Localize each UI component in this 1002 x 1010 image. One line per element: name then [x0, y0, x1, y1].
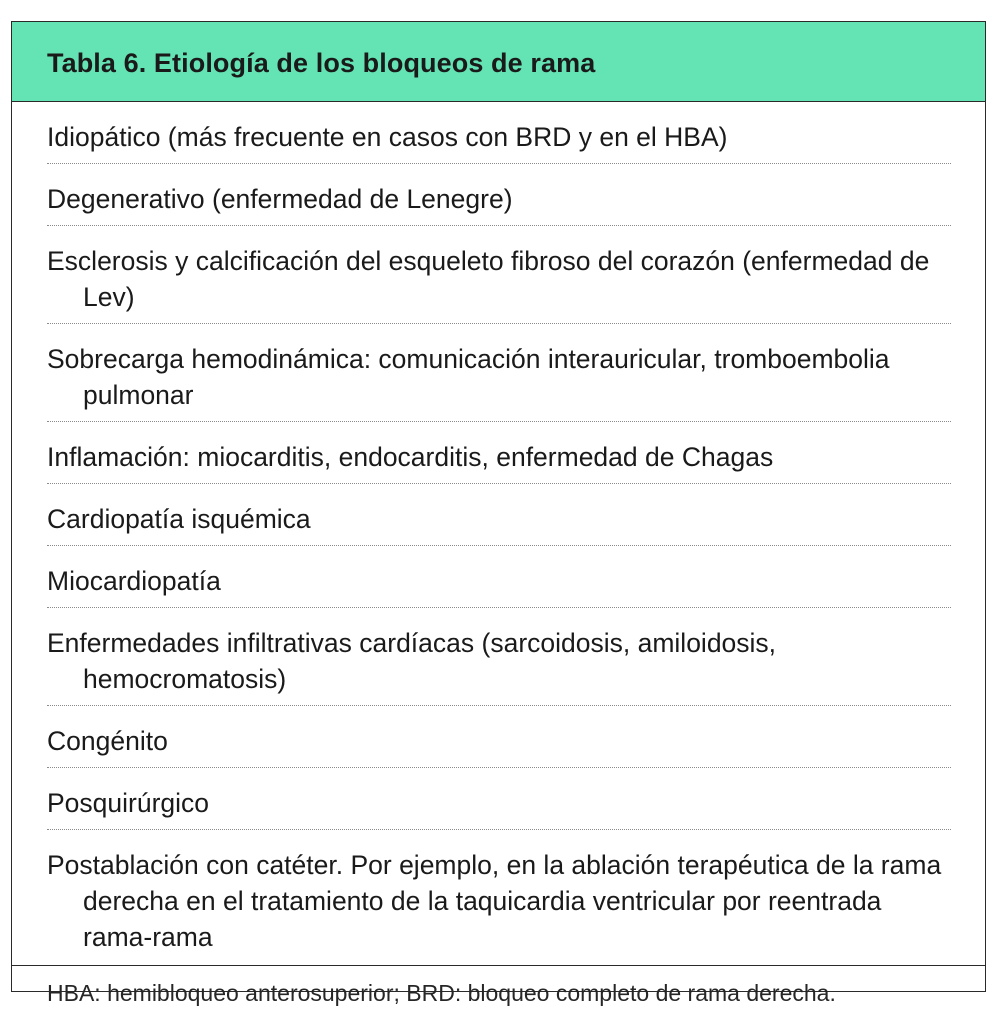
table-row: Esclerosis y calcificación del esqueleto fibroso del corazón (enfermedad de Lev): [47, 226, 951, 324]
table-row: Enfermedades infiltrativas cardíacas (sarcoidosis, amiloidosis, hemocromatosis): [47, 608, 951, 706]
table-row: Sobrecarga hemodinámica: comunicación interauricular, tromboembolia pulmonar: [47, 324, 951, 422]
table-row: Cardiopatía isquémica: [47, 484, 951, 546]
table-row: Idiopático (más frecuente en casos con BRD y en el HBA): [47, 102, 951, 164]
table-row: Inflamación: miocarditis, endocarditis, enfermedad de Chagas: [47, 422, 951, 484]
table-body: [12, 102, 985, 965]
etiology-table: [11, 21, 986, 1006]
table-row: Posquirúrgico: [47, 768, 951, 830]
table-row: Congénito: [47, 706, 951, 768]
table-footnote: HBA: hemibloqueo anterosuperior; BRD: bloqueo completo de rama derecha.: [12, 965, 985, 1010]
table-title: Tabla 6. Etiología de los bloqueos de rama: [47, 48, 596, 78]
table-header: [12, 22, 985, 102]
table-row: Degenerativo (enfermedad de Lenegre): [47, 164, 951, 226]
table-row: Miocardiopatía: [47, 546, 951, 608]
table-row: Postablación con catéter. Por ejemplo, en la ablación terapéutica de la rama derecha en el tratamiento de la taquicardia ventricular por reentrada rama-rama: [47, 850, 942, 952]
